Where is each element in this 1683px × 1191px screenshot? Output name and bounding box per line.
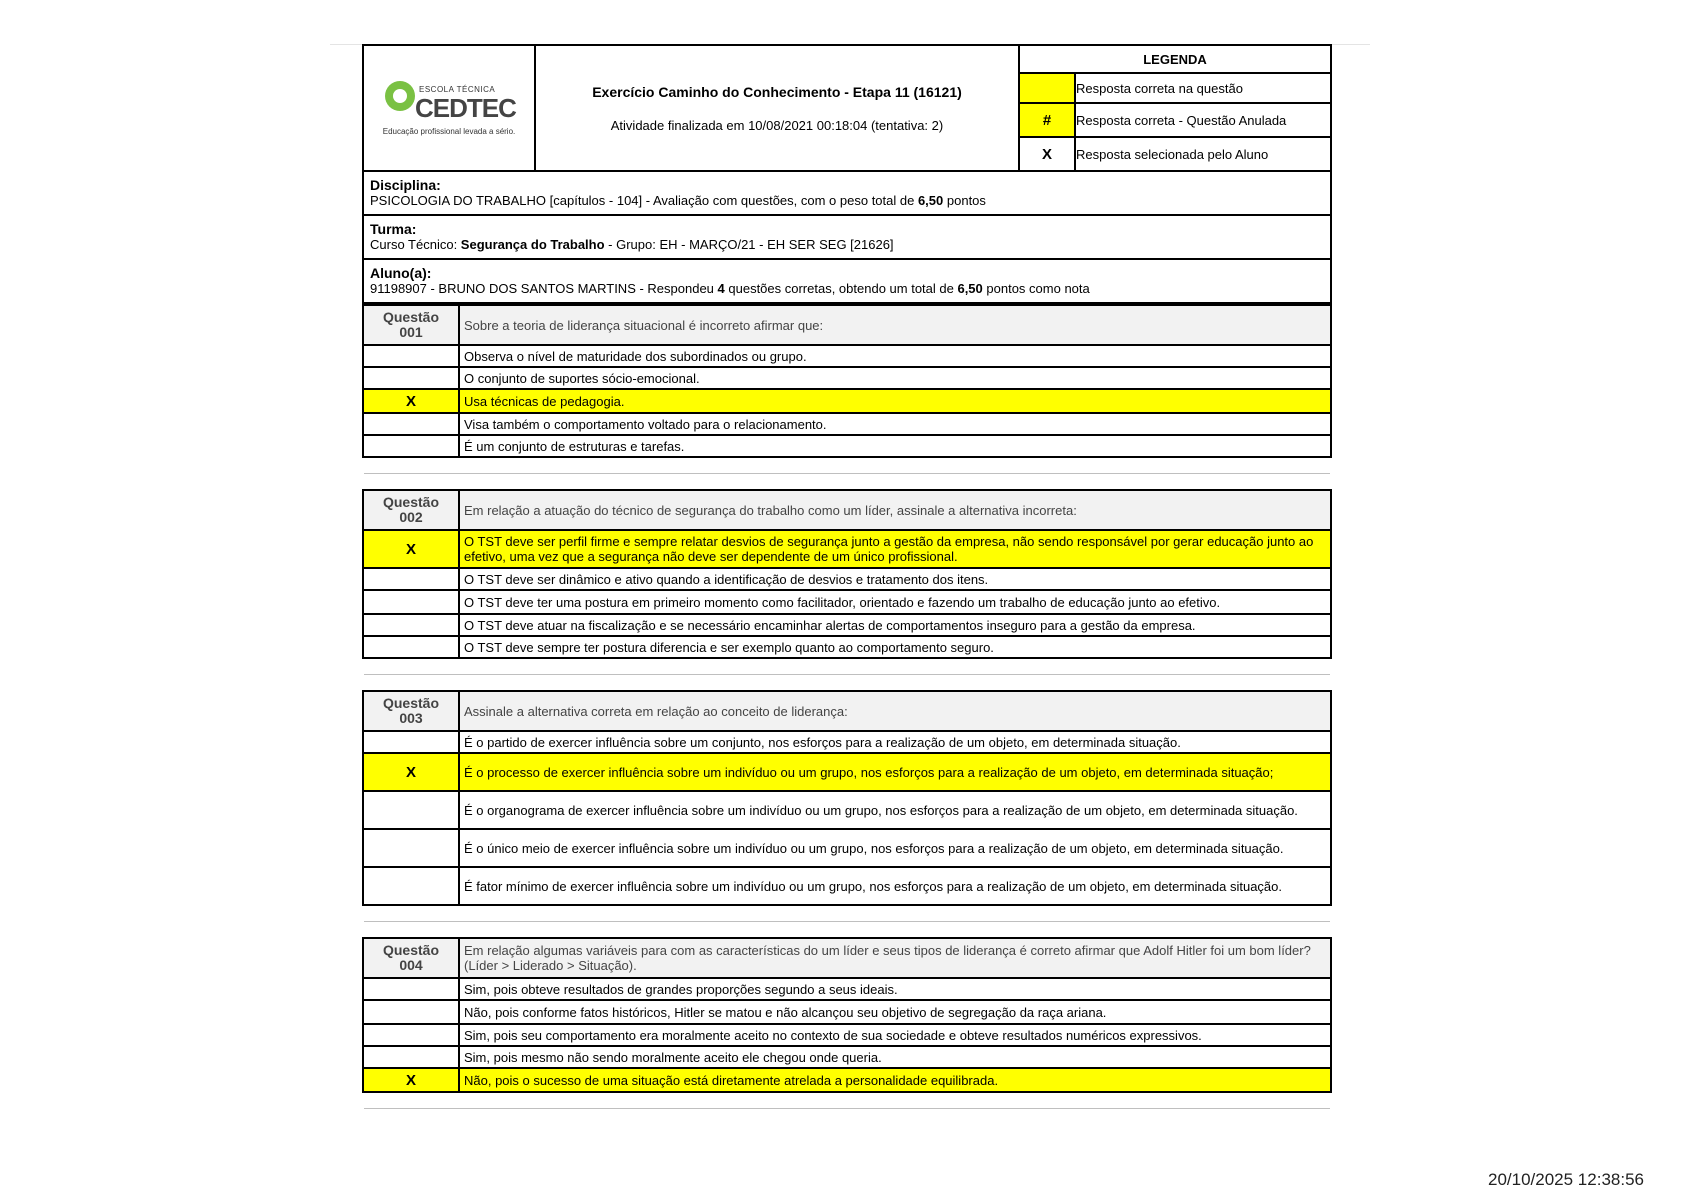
- question-text: Assinale a alternativa correta em relação ao conceito de liderança:: [459, 691, 1331, 731]
- question-id: 003: [399, 710, 423, 726]
- question-number: [363, 490, 459, 530]
- answer-option: [363, 367, 1331, 389]
- disciplina-label: Disciplina:: [370, 177, 441, 193]
- answer-mark: [363, 867, 459, 905]
- answer-option: [363, 1000, 1331, 1024]
- answer-mark: [363, 614, 459, 636]
- answer-option: [363, 753, 1331, 791]
- answer-option: [363, 590, 1331, 614]
- question-number: [363, 938, 459, 978]
- question-table: [362, 304, 1332, 458]
- question-separator: [364, 1108, 1330, 1109]
- answer-option: [363, 978, 1331, 1000]
- logo-tagline: Educação profissional levada a sério.: [382, 127, 516, 136]
- answer-mark: [363, 367, 459, 389]
- question-label: Questão: [382, 309, 439, 325]
- answer-text: É o processo de exercer influência sobre um indivíduo ou um grupo, nos esforços para a realização de um objeto, em determinada situação;: [459, 753, 1331, 791]
- question-table: [362, 937, 1332, 1093]
- answer-option: [363, 435, 1331, 457]
- answer-text: Não, pois o sucesso de uma situação está diretamente atrelada a personalidade equilibrada.: [459, 1068, 1331, 1092]
- answer-mark: [363, 791, 459, 829]
- question-id: 004: [399, 957, 423, 973]
- questions-container: [362, 304, 1332, 1109]
- answer-option: [363, 1046, 1331, 1068]
- answer-option: [363, 1068, 1331, 1092]
- exam-sheet: [362, 44, 1332, 1124]
- answer-mark: [363, 1000, 459, 1024]
- answer-mark: [363, 413, 459, 435]
- legend-swatch-selected: X: [1019, 137, 1075, 171]
- question-number: [363, 691, 459, 731]
- aluno-corretas: 4: [717, 281, 725, 296]
- answer-text: Usa técnicas de pedagogia.: [459, 389, 1331, 413]
- answer-mark: [363, 636, 459, 658]
- question-separator: [364, 674, 1330, 675]
- answer-mark: X: [363, 1068, 459, 1092]
- turma-prefix: Curso Técnico:: [370, 237, 461, 252]
- answer-mark: [363, 1046, 459, 1068]
- answer-text: O TST deve ser dinâmico e ativo quando a identificação de desvios e tratamento dos itens.: [459, 568, 1331, 590]
- aluno-suffix: pontos como nota: [982, 281, 1090, 296]
- answer-mark: [363, 568, 459, 590]
- answer-option: [363, 829, 1331, 867]
- question-label: Questão: [382, 494, 439, 510]
- question-number: [363, 305, 459, 345]
- answer-text: Sim, pois mesmo não sendo moralmente aceito ele chegou onde queria.: [459, 1046, 1331, 1068]
- answer-mark: [363, 435, 459, 457]
- disciplina-suffix: pontos: [943, 193, 986, 208]
- question-text: Em relação algumas variáveis para com as características do um líder e seus tipos de liderança é correto afirmar que Adolf Hitler foi um bom líder? (Líder > Liderado > Situação).: [459, 938, 1331, 978]
- question-text: Sobre a teoria de liderança situacional é incorreto afirmar que:: [459, 305, 1331, 345]
- answer-option: [363, 1024, 1331, 1046]
- legend-swatch-annulled: #: [1019, 103, 1075, 137]
- aluno-value: [370, 281, 1324, 297]
- question-id: 001: [399, 324, 423, 340]
- question-id: 002: [399, 509, 423, 525]
- answer-option: [363, 636, 1331, 658]
- answer-text: O TST deve atuar na fiscalização e se necessário encaminhar alertas de comportamentos inseguro para a gestão da empresa.: [459, 614, 1331, 636]
- logo-cell: [363, 45, 535, 171]
- question-separator: [364, 473, 1330, 474]
- answer-text: Observa o nível de maturidade dos subordinados ou grupo.: [459, 345, 1331, 367]
- answer-option: [363, 413, 1331, 435]
- aluno-nota: 6,50: [957, 281, 983, 296]
- question-separator: [364, 921, 1330, 922]
- logo-swirl-icon: [385, 81, 415, 111]
- answer-text: É o organograma de exercer influência sobre um indivíduo ou um grupo, nos esforços para a realização de um objeto, em determinada situação.: [459, 791, 1331, 829]
- answer-text: É o único meio de exercer influência sobre um indivíduo ou um grupo, nos esforços para a realização de um objeto, em determinada situação.: [459, 829, 1331, 867]
- answer-mark: [363, 345, 459, 367]
- title-cell: [535, 45, 1019, 171]
- legend-text-annulled: Resposta correta - Questão Anulada: [1075, 103, 1331, 137]
- answer-mark: X: [363, 389, 459, 413]
- answer-mark: X: [363, 753, 459, 791]
- legend-text-correct: Resposta correta na questão: [1075, 73, 1331, 103]
- answer-mark: X: [363, 530, 459, 568]
- turma-label: Turma:: [370, 221, 417, 237]
- disciplina-value: [370, 193, 1324, 209]
- aluno-prefix: 91198907 - BRUNO DOS SANTOS MARTINS - Respondeu: [370, 281, 718, 296]
- answer-text: O conjunto de suportes sócio-emocional.: [459, 367, 1331, 389]
- answer-mark: [363, 731, 459, 753]
- logo-name: CEDTEC: [415, 93, 516, 123]
- logo-small-text: ESCOLA TÉCNICA: [419, 85, 496, 94]
- answer-option: [363, 568, 1331, 590]
- answer-option: [363, 345, 1331, 367]
- answer-mark: [363, 590, 459, 614]
- answer-text: Não, pois conforme fatos históricos, Hitler se matou e não alcançou seu objetivo de segregação da raça ariana.: [459, 1000, 1331, 1024]
- legend-title: LEGENDA: [1019, 45, 1331, 73]
- legend-swatch-correct: [1019, 73, 1075, 103]
- question-label: Questão: [382, 695, 439, 711]
- header-table: [362, 44, 1332, 172]
- answer-text: É fator mínimo de exercer influência sobre um indivíduo ou um grupo, nos esforços para a realização de um objeto, em determinada situação.: [459, 867, 1331, 905]
- answer-mark: [363, 1024, 459, 1046]
- answer-mark: [363, 978, 459, 1000]
- answer-option: [363, 791, 1331, 829]
- turma-suffix: - Grupo: EH - MARÇO/21 - EH SER SEG [21626]: [604, 237, 894, 252]
- answer-text: Sim, pois obteve resultados de grandes proporções segundo a seus ideais.: [459, 978, 1331, 1000]
- answer-text: Sim, pois seu comportamento era moralmente aceito no contexto de sua sociedade e obteve resultados numéricos expressivos.: [459, 1024, 1331, 1046]
- question-table: [362, 690, 1332, 906]
- answer-text: É o partido de exercer influência sobre um conjunto, nos esforços para a realização de um objeto, em determinada situação.: [459, 731, 1331, 753]
- disciplina-text: PSICOLOGIA DO TRABALHO [capítulos - 104] - Avaliação com questões, com o peso total de: [370, 193, 918, 208]
- question-text: Em relação a atuação do técnico de segurança do trabalho como um líder, assinale a alternativa incorreta:: [459, 490, 1331, 530]
- answer-option: [363, 731, 1331, 753]
- question-label: Questão: [382, 942, 439, 958]
- answer-text: O TST deve sempre ter postura diferencia e ser exemplo quanto ao comportamento seguro.: [459, 636, 1331, 658]
- turma-value: [370, 237, 1324, 253]
- aluno-mid: questões corretas, obtendo um total de: [724, 281, 958, 296]
- print-timestamp: 20/10/2025 12:38:56: [1488, 1170, 1644, 1189]
- aluno-block: [362, 260, 1332, 304]
- answer-text: Visa também o comportamento voltado para o relacionamento.: [459, 413, 1331, 435]
- answer-text: O TST deve ser perfil firme e sempre relatar desvios de segurança junto a gestão da empresa, não sendo responsável por gerar educação junto ao efetivo, uma vez que a segurança não deve ser dependente de um único profissional.: [459, 530, 1331, 568]
- legend-text-selected: Resposta selecionada pelo Aluno: [1075, 137, 1331, 171]
- answer-mark: [363, 829, 459, 867]
- turma-curso: Segurança do Trabalho: [460, 237, 605, 252]
- answer-text: É um conjunto de estruturas e tarefas.: [459, 435, 1331, 457]
- answer-text: O TST deve ter uma postura em primeiro momento como facilitador, orientado e fazendo um trabalho de educação junto ao efetivo.: [459, 590, 1331, 614]
- answer-option: [363, 389, 1331, 413]
- disciplina-block: [362, 172, 1332, 216]
- page-subtitle: Atividade finalizada em 10/08/2021 00:18:04 (tentativa: 2): [610, 117, 944, 133]
- answer-option: [363, 614, 1331, 636]
- page-title: Exercício Caminho do Conhecimento - Etapa 11 (16121): [592, 83, 962, 100]
- answer-option: [363, 530, 1331, 568]
- aluno-label: Aluno(a):: [370, 265, 432, 281]
- answer-option: [363, 867, 1331, 905]
- disciplina-peso: 6,50: [917, 193, 944, 208]
- cedtec-logo: [379, 73, 519, 143]
- question-table: [362, 489, 1332, 659]
- turma-block: [362, 216, 1332, 260]
